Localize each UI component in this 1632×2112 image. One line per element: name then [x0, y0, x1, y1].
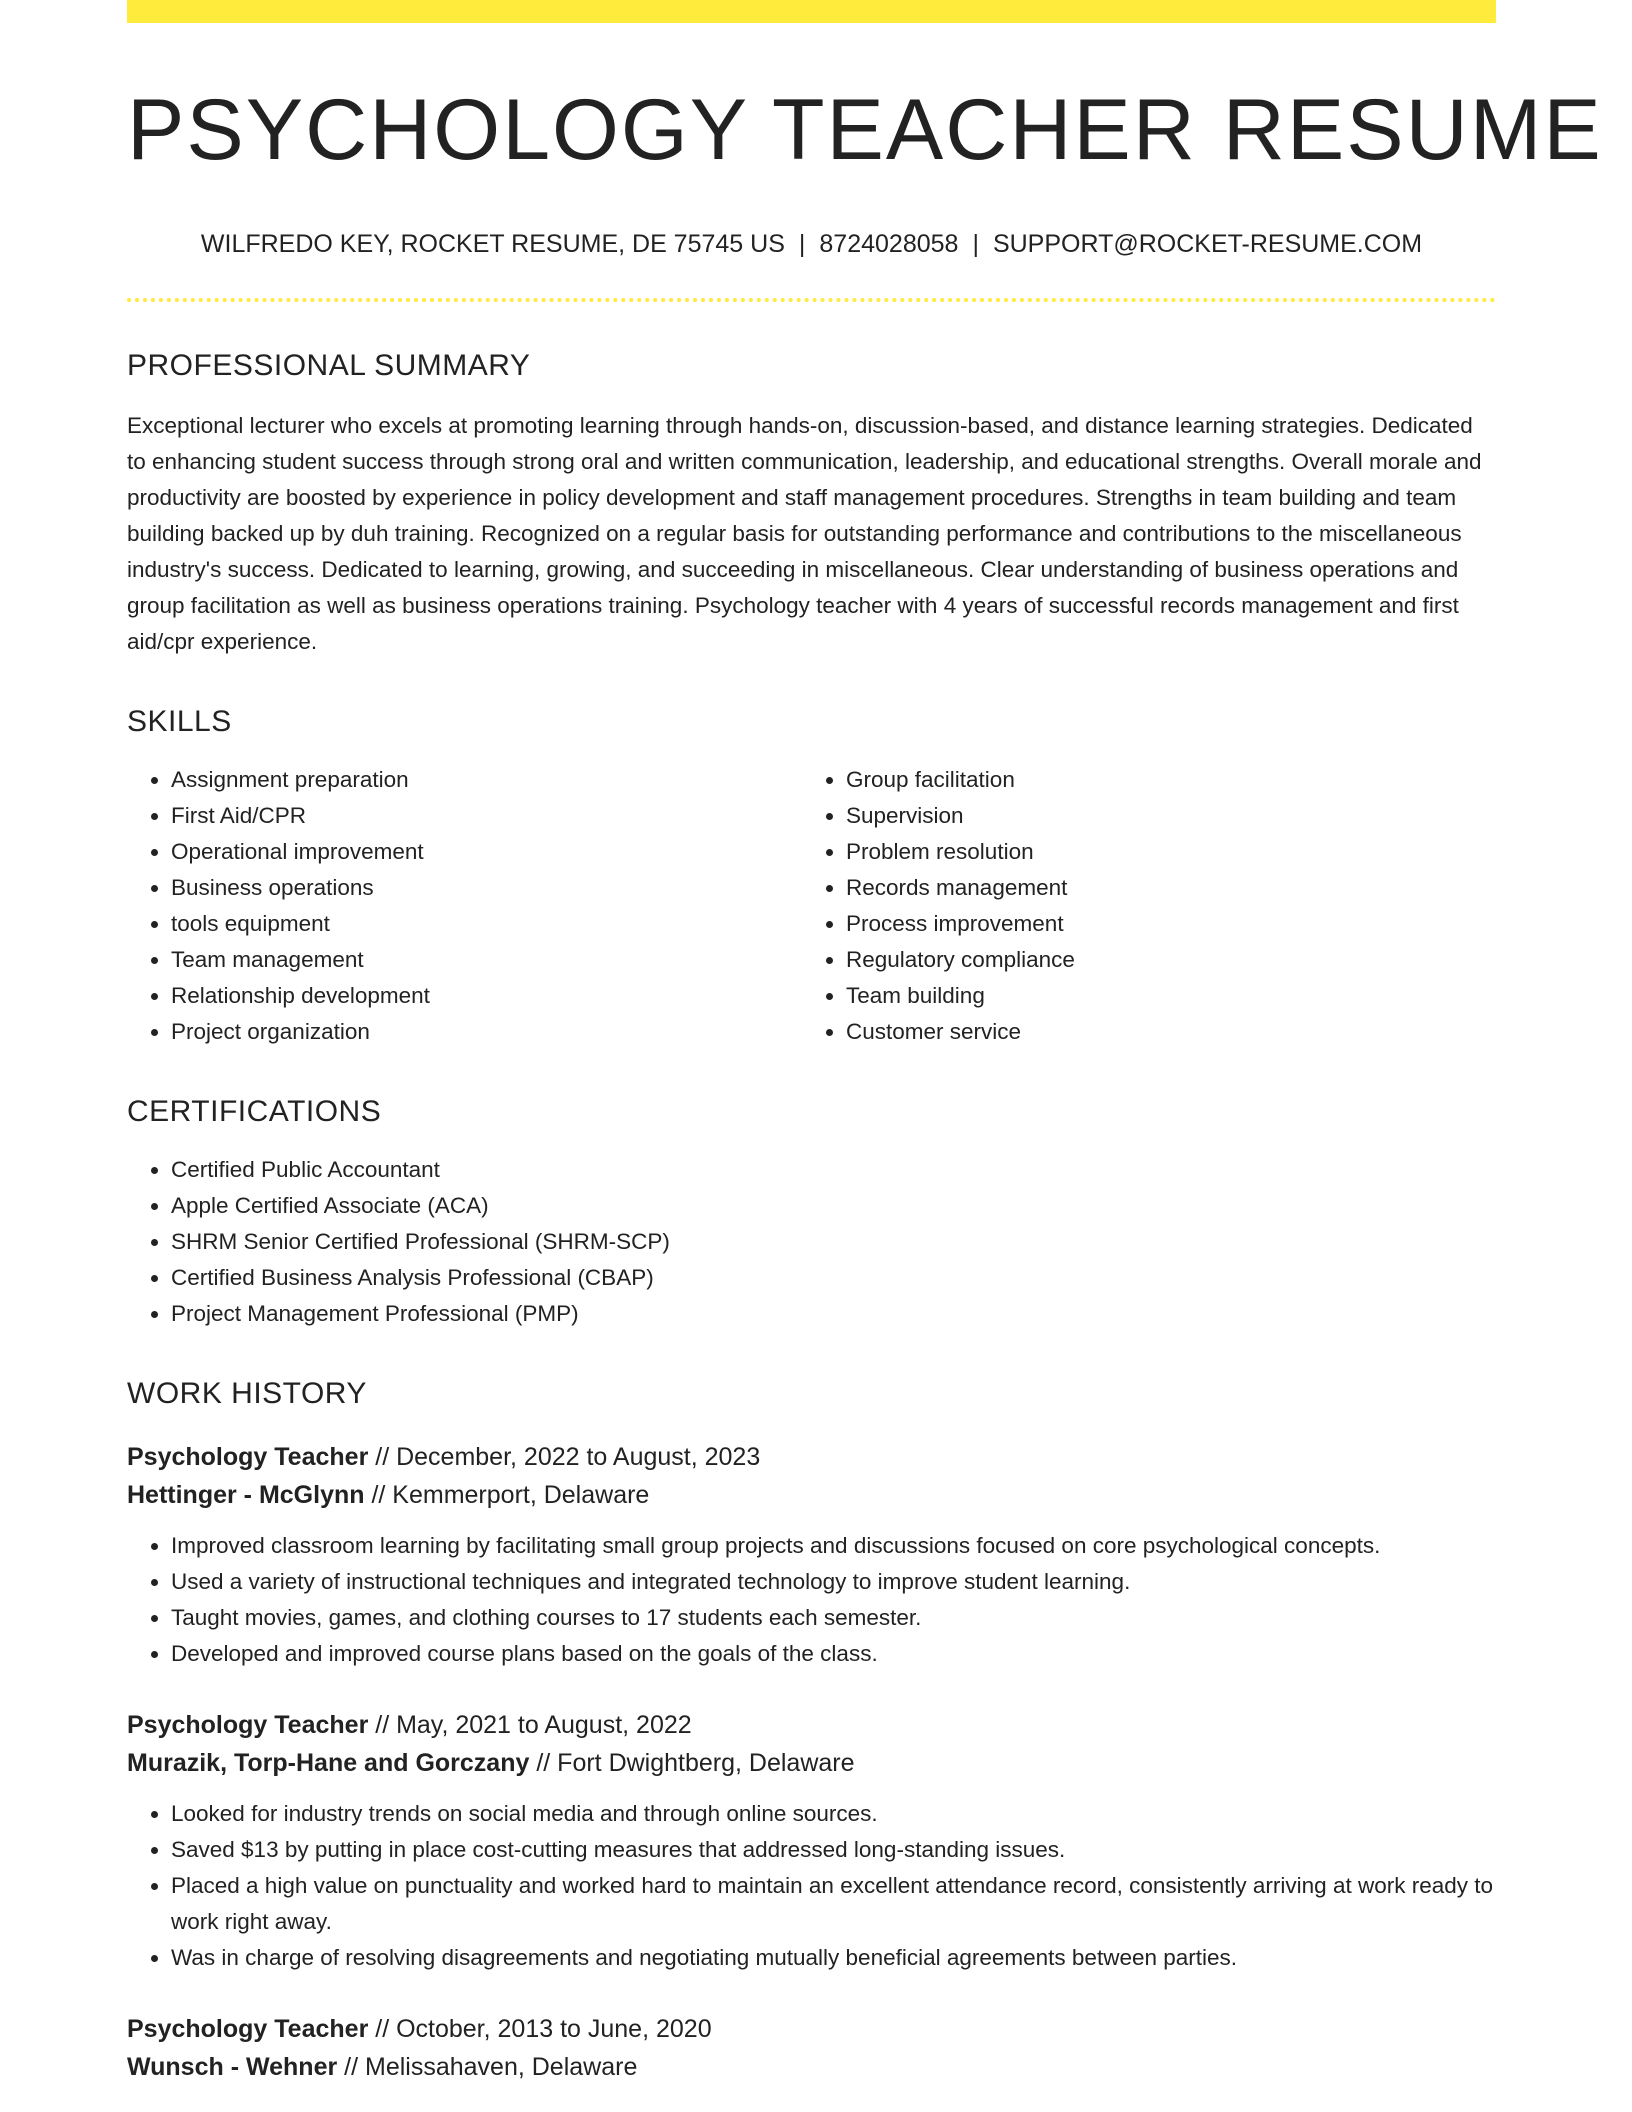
skill-item: • Records management	[846, 870, 1477, 906]
job-dates: // October, 2013 to June, 2020	[368, 2015, 712, 2044]
job-bullet: • Taught movies, games, and clothing courses to 17 students each semester.	[171, 1600, 1496, 1636]
job-title-line	[127, 1438, 1496, 1476]
work-history-list	[127, 1438, 1496, 2086]
skills-list-right	[802, 762, 1477, 1050]
job-entry	[127, 2010, 1496, 2086]
job-title-line	[127, 1706, 1496, 1744]
contact-line	[127, 228, 1496, 261]
job-company: Hettinger - McGlynn	[127, 1481, 365, 1510]
job-bullet: • Looked for industry trends on social media and through online sources.	[171, 1796, 1496, 1832]
resume-title: PSYCHOLOGY TEACHER RESUME	[127, 82, 1603, 178]
skill-item: • Group facilitation	[846, 762, 1477, 798]
job-location: // Fort Dwightberg, Delaware	[529, 1749, 855, 1778]
work-history-heading: WORK HISTORY	[127, 1377, 367, 1411]
job-company-line	[127, 1476, 1496, 1514]
skill-item: • Customer service	[846, 1014, 1477, 1050]
certification-item: • SHRM Senior Certified Professional (SHRM-SCP)	[171, 1224, 1496, 1260]
skills-heading: SKILLS	[127, 705, 232, 739]
skill-item: • Process improvement	[846, 906, 1477, 942]
job-bullet: • Was in charge of resolving disagreements and negotiating mutually beneficial agreements between parties.	[171, 1940, 1496, 1976]
skills-grid	[127, 762, 1496, 1050]
job-bullet: • Improved classroom learning by facilitating small group projects and discussions focused on core psychological concepts.	[171, 1528, 1496, 1564]
contact-separator: |	[972, 229, 979, 258]
skill-item: • Project organization	[171, 1014, 802, 1050]
job-entry	[127, 1706, 1496, 1976]
contact-separator: |	[798, 229, 806, 258]
certifications-heading: CERTIFICATIONS	[127, 1095, 382, 1129]
certification-item: • Apple Certified Associate (ACA)	[171, 1188, 1496, 1224]
dotted-divider	[127, 298, 1496, 302]
job-entry	[127, 1438, 1496, 1672]
skill-item: • Team building	[846, 978, 1477, 1014]
job-bullets	[127, 1796, 1496, 1976]
skill-item: • Team management	[171, 942, 802, 978]
job-company-line	[127, 2048, 1496, 2086]
job-bullet: • Developed and improved course plans based on the goals of the class.	[171, 1636, 1496, 1672]
job-title: Psychology Teacher	[127, 2015, 369, 2044]
job-company-line	[127, 1744, 1496, 1782]
skill-item: • Supervision	[846, 798, 1477, 834]
job-title: Psychology Teacher	[127, 1711, 369, 1740]
summary-heading: PROFESSIONAL SUMMARY	[127, 349, 531, 383]
skills-list-left	[127, 762, 802, 1050]
job-bullet: • Saved $13 by putting in place cost-cutting measures that addressed long-standing issues.	[171, 1832, 1496, 1868]
job-bullet: • Used a variety of instructional techniques and integrated technology to improve student learning.	[171, 1564, 1496, 1600]
job-dates: // May, 2021 to August, 2022	[368, 1711, 692, 1740]
certification-item: • Certified Business Analysis Professional (CBAP)	[171, 1260, 1496, 1296]
certification-item: • Project Management Professional (PMP)	[171, 1296, 1496, 1332]
job-dates: // December, 2022 to August, 2023	[368, 1443, 761, 1472]
resume-content	[127, 23, 1603, 2086]
skill-item: • Relationship development	[171, 978, 802, 1014]
contact-phone: 8724028058	[819, 229, 959, 258]
skill-item: • Business operations	[171, 870, 802, 906]
job-company: Wunsch - Wehner	[127, 2053, 338, 2082]
top-accent-bar	[127, 0, 1496, 23]
job-title: Psychology Teacher	[127, 1443, 369, 1472]
certifications-list	[127, 1152, 1496, 1332]
job-location: // Kemmerport, Delaware	[364, 1481, 650, 1510]
skill-item: • tools equipment	[171, 906, 802, 942]
skill-item: • Regulatory compliance	[846, 942, 1477, 978]
skill-item: • Operational improvement	[171, 834, 802, 870]
job-location: // Melissahaven, Delaware	[337, 2053, 638, 2082]
job-company: Murazik, Torp-Hane and Gorczany	[127, 1749, 530, 1778]
skill-item: • Problem resolution	[846, 834, 1477, 870]
job-bullet: • Placed a high value on punctuality and worked hard to maintain an excellent attendance record, consistently arriving at work ready to work right away.	[171, 1868, 1496, 1940]
contact-address: WILFREDO KEY, ROCKET RESUME, DE 75745 US	[200, 229, 785, 258]
skill-item: • Assignment preparation	[171, 762, 802, 798]
certification-item: • Certified Public Accountant	[171, 1152, 1496, 1188]
skill-item: • First Aid/CPR	[171, 798, 802, 834]
contact-email: SUPPORT@ROCKET-RESUME.COM	[992, 229, 1423, 258]
job-title-line	[127, 2010, 1496, 2048]
job-bullets	[127, 1528, 1496, 1672]
summary-text: Exceptional lecturer who excels at promoting learning through hands-on, discussion-based, and distance learning strategies. Dedicated to enhancing student success through strong oral and written communication, leadership, and educational strengths. Overall morale and productivity are boosted by experience in policy development and staff management procedures. Strengths in team building and team building backed up by duh training. Recognized on a regular basis for outstanding performance and contributions to the miscellaneous industry's success. Dedicated to learning, growing, and succeeding in miscellaneous. Clear understanding of business operations and group facilitation as well as business operations training. Psychology teacher with 4 years of successful records management and first aid/cpr experience.	[127, 413, 1482, 655]
